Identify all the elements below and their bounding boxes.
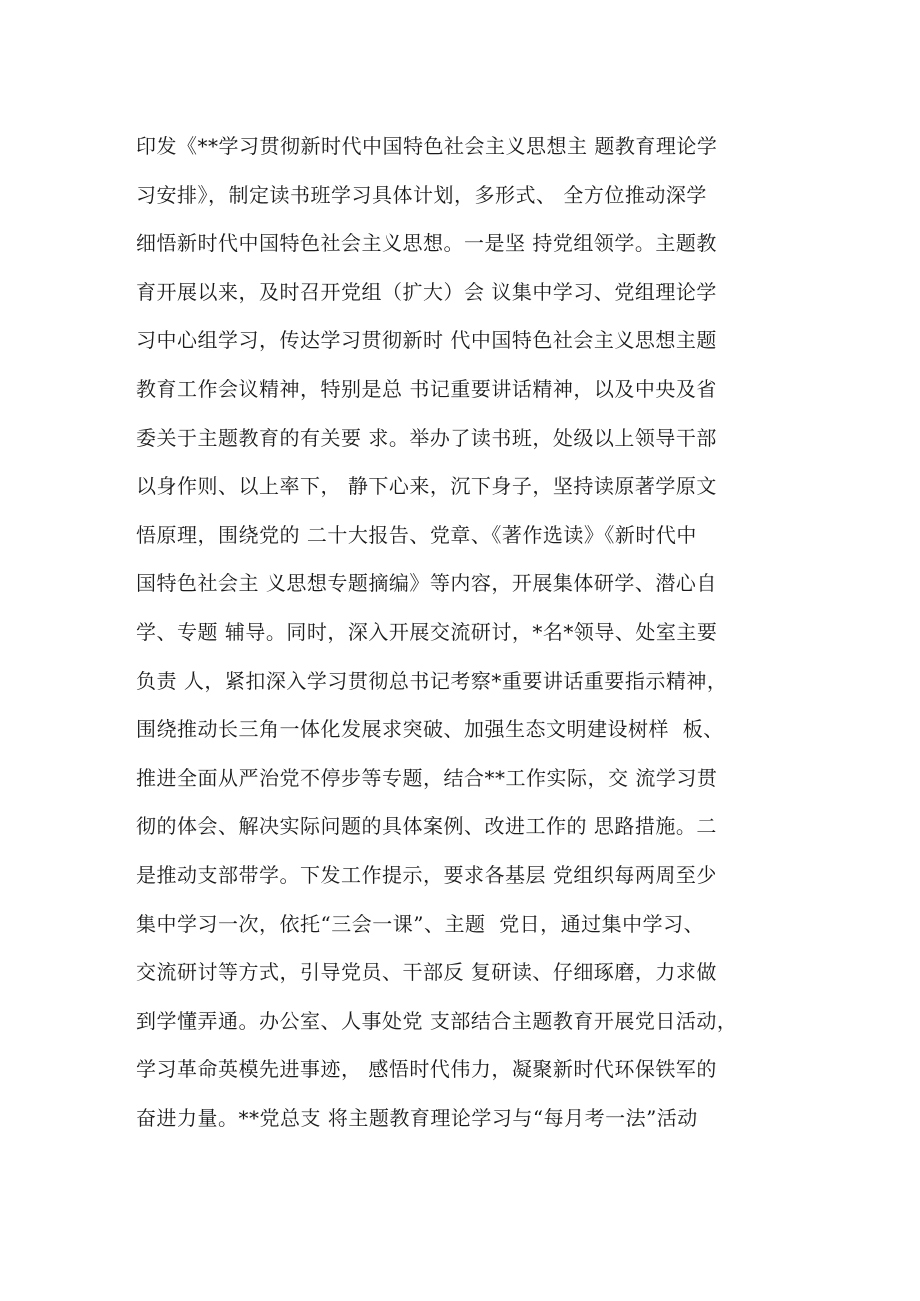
body-text bbox=[136, 122, 816, 1142]
text-line: 国特色社会主 义思想专题摘编》等内容，开展集体研学、潜心自 bbox=[136, 571, 717, 596]
text-line: 负责 人，紧扣深入学习贯彻总书记考察*重要讲话重要指示精神， bbox=[136, 668, 728, 693]
text-line: 细悟新时代中国特色社会主义思想。一是坚 持党组领学。主题教 bbox=[136, 231, 717, 256]
text-line: 教育工作会议精神，特别是总 书记重要讲话精神，以及中央及省 bbox=[136, 376, 717, 401]
text-line: 悟原理，围绕党的 二十大报告、党章、《著作选读》《新时代中 bbox=[136, 522, 697, 547]
text-line: 学习革命英模先进事迹， 感悟时代伟力，凝聚新时代环保铁军的 bbox=[136, 1057, 717, 1082]
text-line: 奋进力量。**党总支 将主题教育理论学习与“每月考一法”活动 bbox=[136, 1105, 698, 1130]
text-line: 交流研讨等方式，引导党员、干部反 复研读、仔细琢磨，力求做 bbox=[136, 960, 717, 985]
text-line: 以身作则、以上率下， 静下心来，沉下身子，坚持读原著学原文 bbox=[136, 474, 717, 499]
text-line: 围绕推动长三角一体化发展求突破、加强生态文明建设树样 板、 bbox=[136, 717, 724, 742]
text-line: 习中心组学习，传达学习贯彻新时 代中国特色社会主义思想主题 bbox=[136, 328, 717, 353]
text-line: 印发《**学习贯彻新时代中国特色社会主义思想主 题教育理论学 bbox=[136, 134, 718, 158]
text-line: 是推动支部带学。下发工作提示，要求各基层 党组织每两周至少 bbox=[136, 862, 717, 887]
text-line: 学、专题 辅导。同时，深入开展交流研讨，*名*领导、处室主要 bbox=[136, 619, 718, 644]
text-line: 集中学习一次，依托“三会一课”、主题 党日，通过集中学习、 bbox=[136, 911, 705, 936]
text-line: 推进全面从严治党不停步等专题，结合**工作实际，交 流学习贯 bbox=[136, 765, 718, 790]
text-line: 到学懂弄通。办公室、人事处党 支部结合主题教育开展党日活动， bbox=[136, 1008, 738, 1033]
text-line: 彻的体会、解决实际问题的具体案例、改进工作的 思路措施。二 bbox=[136, 814, 717, 839]
text-line: 育开展以来，及时召开党组（扩大）会 议集中学习、党组理论学 bbox=[136, 279, 717, 304]
text-line: 习安排》，制定读书班学习具体计划，多形式、 全方位推动深学 bbox=[136, 182, 707, 207]
text-line: 委关于主题教育的有关要 求。举办了读书班，处级以上领导干部 bbox=[136, 425, 717, 450]
